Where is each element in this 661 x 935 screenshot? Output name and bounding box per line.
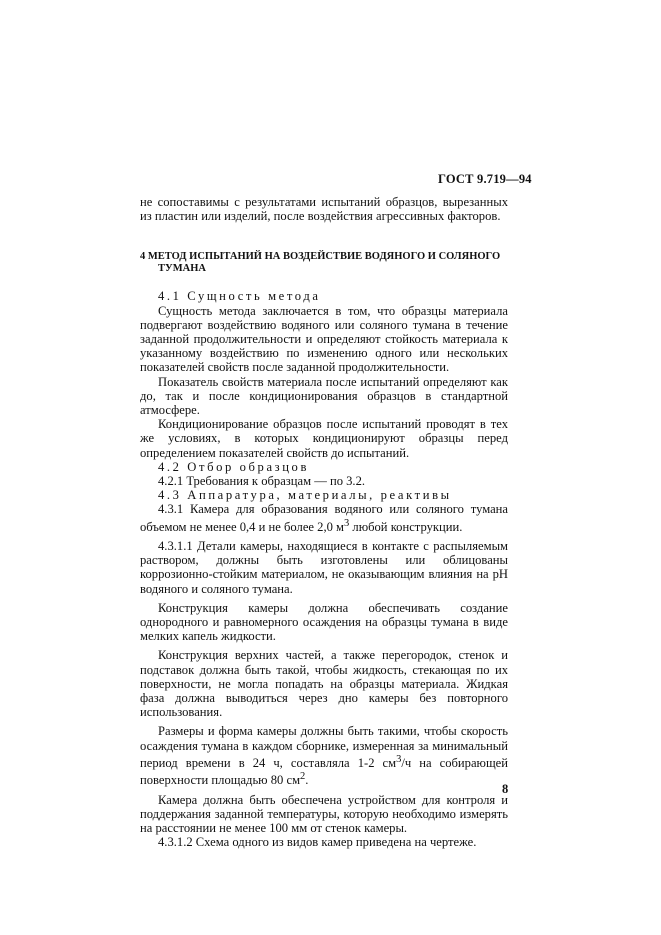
paragraph-dimensions-end: . <box>305 773 309 788</box>
subsection-4-2-heading: 4.2 Отбор образцов <box>158 459 309 474</box>
paragraph-4-2-1: 4.2.1 Требования к образцам — по 3.2. <box>158 474 366 489</box>
document-body <box>140 195 508 849</box>
superscript: 2 <box>300 771 306 783</box>
paragraph-4-3-1 <box>140 502 508 534</box>
section-4-title: 4 МЕТОД ИСПЫТАНИЙ НА ВОЗДЕЙСТВИЕ ВОДЯНОГО И СОЛЯНОГО ТУМАНА <box>140 251 501 275</box>
subsection-4-1-heading: 4.1 Сущность метода <box>158 289 321 304</box>
superscript: 3 <box>396 753 402 765</box>
paragraph-temperature-control: Камера должна быть обеспечена устройством для контроля и поддержания заданной температуры, которую необходимо измерять на расстоянии не менее 100 мм от стенок камеры. <box>140 792 508 836</box>
paragraph-4-3-1-tail: любой конструкции. <box>349 519 463 534</box>
paragraph-camera-dimensions <box>140 724 508 787</box>
document-code: ГОСТ 9.719—94 <box>438 172 532 186</box>
paragraph-4-1-c: Кондиционирование образцов после испытаний проводят в тех же условиях, в которых кондиционируют образцы перед определением показателей свойств до испытаний. <box>140 417 508 460</box>
paragraph-4-1-a: Сущность метода заключается в том, что образцы материала подвергают воздействию водяного или соляного тумана в течение заданной продолжительности и определяют стойкость материала к указанному воздействию по изменению одного или нескольких показателей свойств после заданной продолжительности. <box>140 303 508 375</box>
subsection-4-3-heading: 4.3 Аппаратура, материалы, реактивы <box>158 488 452 503</box>
paragraph-4-3-1-text: 4.3.1 Камера для образования водяного или соляного тумана объемом не менее 0,4 и не более 2,0 м <box>140 502 508 534</box>
superscript: 3 <box>344 517 350 529</box>
paragraph-4-3-1-1: 4.3.1.1 Детали камеры, находящиеся в контакте с распыляемым раствором, должны быть изготовлены или облицованы коррозионно-стойким материалом, не оказывающим влияния на pH водяного и соляного тумана. <box>140 539 508 596</box>
paragraph-4-3-1-2: 4.3.1.2 Схема одного из видов камер приведена на чертеже. <box>158 835 477 850</box>
page-number: 8 <box>502 782 509 796</box>
paragraph-camera-construction: Конструкция камеры должна обеспечивать создание однородного и равномерного осаждения на образцы тумана в виде мелких капель жидкости. <box>140 600 508 644</box>
intro-paragraph: не сопоставимы с результатами испытаний образцов, вырезанных из пластин или изделий, после воздействия агрессивных факторов. <box>140 195 508 224</box>
paragraph-dimensions-text: Размеры и форма камеры должны быть такими, чтобы скорость осаждения тумана в каждом сборнике, измеренная за минимальный период времени в 24 ч, составляла 1-2 см <box>140 724 508 771</box>
paragraph-4-1-b: Показатель свойств материала после испытаний определяют как до, так и после кондиционирования образцов в стандартной атмосфере. <box>140 374 508 418</box>
paragraph-dimensions-mid: /ч на собирающей поверхности площадью 80 см <box>140 756 508 788</box>
paragraph-upper-parts: Конструкция верхних частей, а также перегородок, стенок и подставок должна быть такой, чтобы жидкость, стекающая по их поверхности, не могла попадать на образцы материала. Жидкая фаза должна выводиться через дно камеры без повторного использования. <box>140 648 508 720</box>
